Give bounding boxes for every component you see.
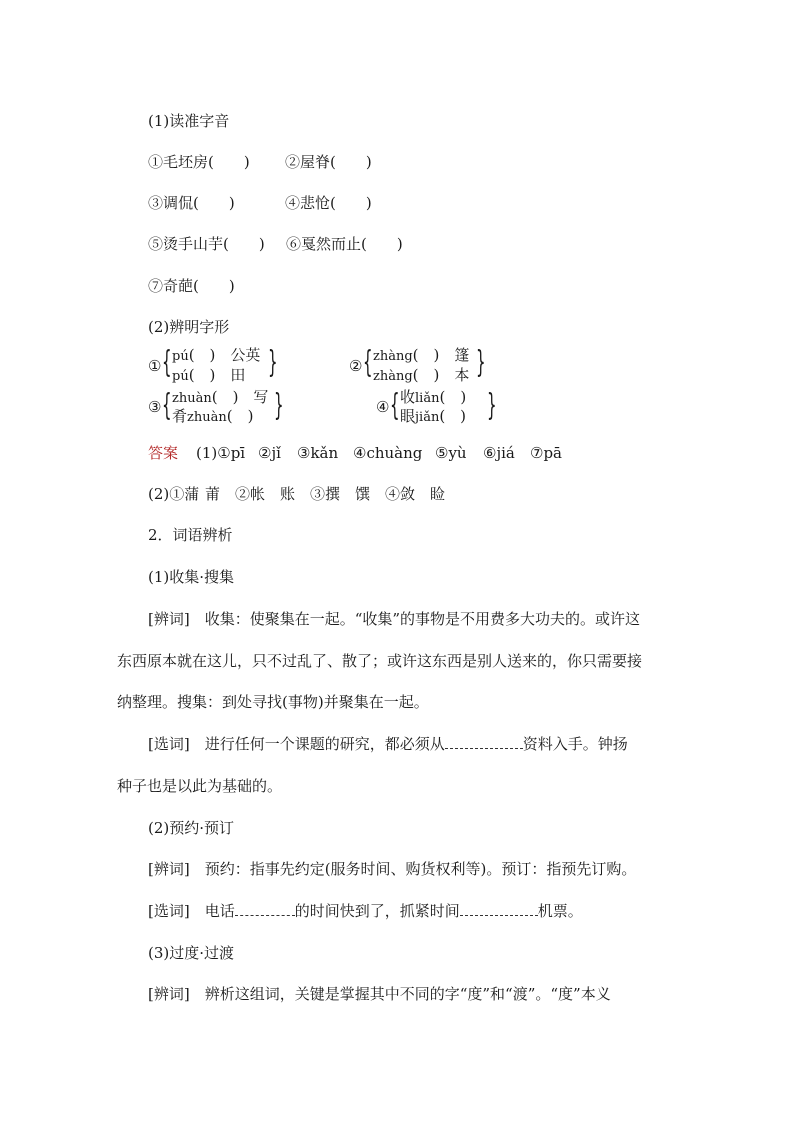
answer-item: ⑦pā bbox=[530, 444, 562, 462]
p2-bian: [辨词] 预约：指事先约定(服务时间、购货权利等)。预订：指预先订购。 bbox=[148, 860, 637, 878]
right-brace: } bbox=[274, 388, 284, 423]
fill-blank[interactable] bbox=[235, 901, 295, 916]
p2-xuan-text-b: 的时间快到了，抓紧时间 bbox=[294, 902, 460, 920]
p1-bian-line3: 纳整理。搜集：到处寻找(事物)并聚集在一起。 bbox=[117, 693, 429, 711]
pinyin: liǎn bbox=[415, 391, 440, 406]
p2-title: (2)预约·预订 bbox=[148, 819, 235, 837]
line-rest: ( ) 篷 bbox=[412, 346, 470, 364]
answer-char: ②帐 bbox=[235, 485, 266, 503]
pinyin: jiǎn bbox=[415, 410, 440, 425]
answer-char: 睑 bbox=[430, 485, 446, 503]
group-number: ① bbox=[148, 357, 162, 375]
pinyin: zhuàn bbox=[187, 410, 227, 425]
line-rest: ( ) 田 bbox=[188, 366, 246, 384]
line-rest: ( ) 本 bbox=[412, 366, 470, 384]
group-line-a bbox=[172, 346, 260, 366]
pronunciation-row-3 bbox=[148, 234, 403, 254]
answer-char: 莆 bbox=[205, 485, 221, 503]
answer-char: 馔 bbox=[355, 485, 371, 503]
p1-bian-line1: [辨词] 收集：使聚集在一起。“收集”的事物是不用费多大功夫的。或许这 bbox=[148, 610, 641, 628]
left-brace: { bbox=[162, 388, 172, 423]
p3-title: (3)过度·过渡 bbox=[148, 944, 235, 962]
group-number: ② bbox=[349, 357, 363, 375]
group-line-a bbox=[172, 388, 268, 408]
group-line-b bbox=[172, 366, 245, 386]
form-title: (2)辨明字形 bbox=[148, 318, 230, 336]
section2-title: 2．词语辨析 bbox=[148, 526, 233, 544]
answer-item: ③kǎn bbox=[297, 444, 339, 462]
fill-blank[interactable] bbox=[445, 734, 523, 749]
pinyin: pú bbox=[172, 369, 189, 384]
answer-char: 账 bbox=[280, 485, 296, 503]
item-4: ④悲怆( ) bbox=[285, 194, 372, 212]
left-brace: { bbox=[162, 345, 172, 380]
group-line-a bbox=[373, 346, 469, 366]
answer-item: ⑥jiá bbox=[483, 444, 515, 462]
p2-xuan bbox=[148, 901, 583, 921]
answer-item: ⑤yù bbox=[435, 444, 467, 462]
line-rest: ( ) 公英 bbox=[188, 346, 261, 364]
p1-xuan-line1 bbox=[148, 734, 628, 754]
p1-bian-line2: 东西原本就在这儿，只不过乱了、散了；或许这东西是别人送来的，你只需要接 bbox=[117, 652, 643, 670]
line-rest: ( ) 写 bbox=[211, 388, 269, 406]
answer-char: (2)①蒲 bbox=[148, 485, 200, 503]
answer-item: ②jǐ bbox=[258, 444, 281, 462]
left-brace: { bbox=[363, 345, 373, 380]
char-prefix: 肴 bbox=[172, 407, 188, 425]
item-2: ②屋脊( ) bbox=[285, 153, 372, 171]
right-brace: } bbox=[476, 345, 486, 380]
item-6: ⑥戛然而止( ) bbox=[286, 235, 403, 253]
p1-title: (1)收集·搜集 bbox=[148, 568, 235, 586]
p1-xuan-line2: 种子也是以此为基础的。 bbox=[117, 777, 283, 795]
answer-item: ④chuàng bbox=[353, 444, 423, 462]
p2-xuan-text-c: 机票。 bbox=[537, 902, 583, 920]
item-1: ①毛坯房( ) bbox=[148, 153, 250, 171]
right-brace: } bbox=[487, 388, 497, 423]
answer-item: (1)①pī bbox=[196, 444, 246, 462]
group-line-b bbox=[373, 366, 469, 386]
answer-label: 答案 bbox=[148, 444, 179, 462]
answer-char: ③撰 bbox=[310, 485, 341, 503]
group-number: ③ bbox=[148, 398, 162, 416]
fill-blank[interactable] bbox=[460, 901, 538, 916]
group-line-b bbox=[172, 407, 253, 427]
group-line-b bbox=[400, 407, 466, 427]
answer-line-2 bbox=[148, 484, 445, 504]
line-rest: ( ) bbox=[439, 407, 467, 425]
pinyin: zhàng bbox=[373, 369, 413, 384]
item-3: ③调侃( ) bbox=[148, 194, 235, 212]
line-rest: ( ) bbox=[439, 388, 467, 406]
char-prefix: 眼 bbox=[400, 407, 416, 425]
pinyin: pú bbox=[172, 349, 189, 364]
item-7: ⑦奇葩( ) bbox=[148, 277, 235, 295]
p3-bian: [辨词] 辨析这组词，关键是掌握其中不同的字“度”和“渡”。“度”本义 bbox=[148, 985, 611, 1003]
pronunciation-row-4 bbox=[148, 276, 235, 296]
answer-line bbox=[148, 443, 562, 463]
pinyin: zhuàn bbox=[172, 391, 212, 406]
left-brace: { bbox=[390, 388, 400, 423]
char-prefix: 收 bbox=[400, 388, 416, 406]
answer-char: ④敛 bbox=[385, 485, 416, 503]
p2-xuan-text-a: [选词] 电话 bbox=[148, 902, 235, 920]
group-number: ④ bbox=[376, 398, 390, 416]
read-title: (1)读准字音 bbox=[148, 112, 230, 130]
p1-xuan-text-a: [选词] 进行任何一个课题的研究，都必须从 bbox=[148, 735, 445, 753]
pronunciation-row-1 bbox=[148, 152, 372, 172]
pronunciation-row-2 bbox=[148, 193, 372, 213]
right-brace: } bbox=[268, 345, 278, 380]
pinyin: zhàng bbox=[373, 349, 413, 364]
p1-xuan-text-b: 资料入手。钟扬 bbox=[522, 735, 628, 753]
line-rest: ( ) bbox=[226, 407, 254, 425]
item-5: ⑤烫手山芋( ) bbox=[148, 235, 265, 253]
group-line-a bbox=[400, 388, 466, 408]
